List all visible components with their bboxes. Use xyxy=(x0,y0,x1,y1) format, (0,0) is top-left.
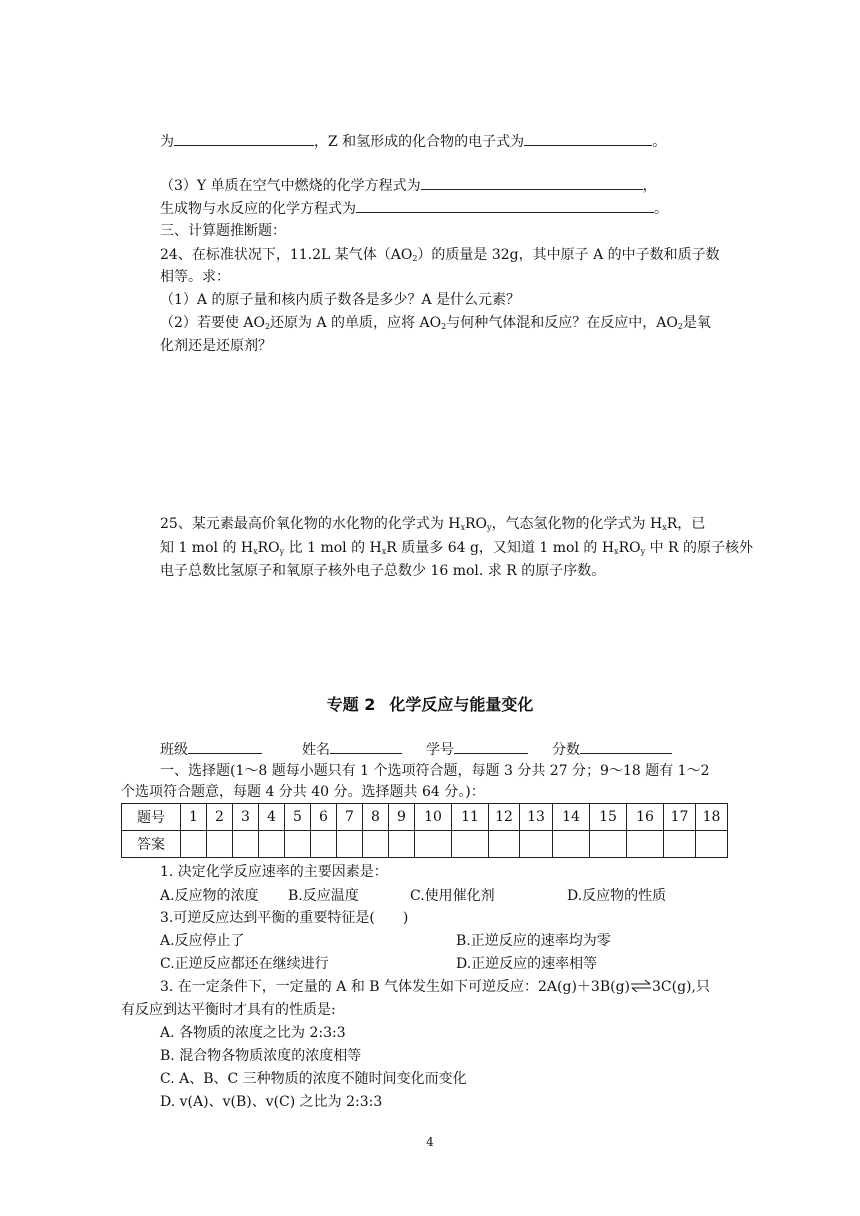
text-segment: （3）Y 单质在空气中燃烧的化学方程式为 xyxy=(160,178,421,194)
q2-stem: 3.可逆反应达到平衡的重要特征是( ) xyxy=(160,910,409,926)
table-row-numbers xyxy=(122,804,728,831)
text-segment: RO xyxy=(618,540,641,556)
answer-cell[interactable] xyxy=(181,831,207,858)
subscript: x xyxy=(614,547,619,556)
fill-line-2 xyxy=(160,175,657,196)
student-info-line xyxy=(160,739,672,760)
text-segment: 。 xyxy=(652,134,667,150)
q-number-cell: 6 xyxy=(311,804,337,831)
answer-cell[interactable] xyxy=(389,831,415,858)
answer-blank[interactable] xyxy=(356,198,654,213)
score-field[interactable] xyxy=(580,739,672,754)
fill-line-1 xyxy=(160,131,666,152)
q24-line-2: 相等。求： xyxy=(160,269,230,285)
text-segment: 为 xyxy=(160,134,174,150)
answer-blank[interactable] xyxy=(174,131,314,146)
answer-blank[interactable] xyxy=(421,175,643,190)
row-label-answer: 答案 xyxy=(122,831,181,858)
q-number-cell: 1 xyxy=(181,804,207,831)
subscript: y xyxy=(640,547,646,556)
fill-line-3 xyxy=(160,198,668,219)
q-number-cell: 5 xyxy=(285,804,311,831)
answer-cell[interactable] xyxy=(520,831,553,858)
q-number-cell: 17 xyxy=(664,804,696,831)
answer-cell[interactable] xyxy=(696,831,728,858)
equilibrium-arrow-icon xyxy=(630,979,652,993)
answer-cell[interactable] xyxy=(590,831,627,858)
topic-title xyxy=(0,692,860,715)
q-number-cell: 12 xyxy=(489,804,520,831)
mc-instructions-line-1: 一、选择题(1～8 题每小题只有 1 个选项符合题，每题 3 分共 27 分；9～18 题有 1～2 xyxy=(160,763,710,779)
q-number-cell: 7 xyxy=(337,804,363,831)
answer-cell[interactable] xyxy=(553,831,590,858)
text-segment: 3. 在一定条件下，一定量的 A 和 B 气体发生如下可逆反应：2A(g)＋3B(g) xyxy=(160,979,630,995)
subscript: x xyxy=(460,523,465,532)
subscript: x xyxy=(381,547,387,556)
q3-option-b: B. 混合物各物质浓度的浓度相等 xyxy=(160,1048,362,1064)
q1-option-a: A.反应物的浓度 xyxy=(160,888,259,904)
answer-cell[interactable] xyxy=(259,831,285,858)
q1-option-c: C.使用催化剂 xyxy=(410,888,495,904)
subscript: 2 xyxy=(441,322,447,331)
q3-option-c: C. A、B、C 三种物质的浓度不随时间变化而变化 xyxy=(160,1071,467,1087)
id-label: 学号 xyxy=(426,742,454,758)
q-number-cell: 10 xyxy=(415,804,452,831)
text-segment: 24、在标准状况下，11.2L 某气体（AO xyxy=(160,247,413,263)
text-segment: 25、某元素最高价氧化物的水化物的化学式为 H xyxy=(160,516,461,532)
q2-option-c: C.正逆反应都还在继续进行 xyxy=(160,956,329,972)
text-segment: ，Z 和氢形成的化合物的电子式为 xyxy=(314,134,525,150)
answer-cell[interactable] xyxy=(285,831,311,858)
class-label: 班级 xyxy=(160,742,188,758)
text-segment: 。 xyxy=(654,201,668,217)
q3-option-d: D. v(A)、v(B)、v(C) 之比为 2:3:3 xyxy=(160,1094,383,1110)
section-heading-calc: 三、计算题推断题： xyxy=(160,223,286,239)
q1-option-b: B.反应温度 xyxy=(288,888,359,904)
q2-option-b: B.正逆反应的速率均为零 xyxy=(456,933,611,949)
q3-option-a: A. 各物质的浓度之比为 2:3:3 xyxy=(160,1025,346,1041)
text-segment: R 质量多 64 g，又知道 1 mol 的 H xyxy=(386,540,615,556)
table-row-answers xyxy=(122,831,728,858)
q2-option-a: A.反应停止了 xyxy=(160,933,245,949)
subscript: x xyxy=(662,523,667,532)
q1-stem: 1. 决定化学反应速率的主要因素是： xyxy=(160,864,388,880)
answer-cell[interactable] xyxy=(337,831,363,858)
name-field[interactable] xyxy=(330,739,402,754)
answer-cell[interactable] xyxy=(311,831,337,858)
q24-sub-question-1: （1）A 的原子量和核内质子数各是多少？A 是什么元素？ xyxy=(160,292,521,308)
answer-table xyxy=(121,803,728,858)
text-segment: 生成物与水反应的化学方程式为 xyxy=(160,201,356,217)
text-segment: （2）若要使 AO xyxy=(160,315,265,331)
answer-cell[interactable] xyxy=(627,831,664,858)
subscript: 2 xyxy=(677,322,683,331)
answer-cell[interactable] xyxy=(415,831,452,858)
subscript: 2 xyxy=(264,322,271,331)
text-segment: 3C(g),只 xyxy=(652,979,710,995)
q25-line-2 xyxy=(160,538,754,558)
q24-sub-question-2-cont: 化剂还是还原剂？ xyxy=(160,338,272,354)
q25-line-1 xyxy=(160,514,706,534)
answer-cell[interactable] xyxy=(233,831,259,858)
name-label: 姓名 xyxy=(302,742,330,758)
text-segment: 还原为 A 的单质，应将 AO xyxy=(270,315,442,331)
answer-blank[interactable] xyxy=(524,131,652,146)
mc-instructions-line-2: 个选项符合题意，每题 4 分共 40 分。选择题共 64 分。)： xyxy=(121,784,485,800)
q-number-cell: 11 xyxy=(452,804,489,831)
subscript: y xyxy=(279,547,285,556)
q-number-cell: 16 xyxy=(627,804,664,831)
q-number-cell: 18 xyxy=(696,804,728,831)
text-segment: 中 R 的原子核外 xyxy=(645,540,754,556)
q24-line-1 xyxy=(160,245,720,265)
answer-cell[interactable] xyxy=(664,831,696,858)
q25-line-3: 电子总数比氢原子和氧原子核外电子总数少 16 mol. 求 R 的原子序数。 xyxy=(160,563,606,579)
subscript: x xyxy=(253,547,258,556)
answer-cell[interactable] xyxy=(207,831,233,858)
title-text: 化学反应与能量变化 xyxy=(389,695,534,714)
text-segment: RO xyxy=(257,540,280,556)
title-number: 专题 2 xyxy=(326,695,376,714)
subscript: 2 xyxy=(412,254,418,263)
class-field[interactable] xyxy=(188,739,262,754)
id-field[interactable] xyxy=(454,739,528,754)
q-number-cell: 15 xyxy=(590,804,627,831)
text-segment: 比 1 mol 的 H xyxy=(284,540,382,556)
text-segment: RO xyxy=(465,516,488,532)
answer-cell[interactable] xyxy=(452,831,489,858)
subscript: y xyxy=(487,523,492,532)
q-number-cell: 2 xyxy=(207,804,233,831)
text-segment: R，已 xyxy=(666,516,706,532)
q-number-cell: 9 xyxy=(389,804,415,831)
answer-cell[interactable] xyxy=(363,831,389,858)
text-segment: ， xyxy=(642,178,657,194)
answer-cell[interactable] xyxy=(489,831,520,858)
text-segment: 知 1 mol 的 H xyxy=(160,540,254,556)
q-number-cell: 3 xyxy=(233,804,259,831)
q3-stem-line-2: 有反应到达平衡时才具有的性质是: xyxy=(121,1002,336,1018)
q24-sub-question-2 xyxy=(160,313,711,333)
q-number-cell: 13 xyxy=(520,804,553,831)
text-segment: ，气态氢化物的化学式为 H xyxy=(491,516,663,532)
q3-stem xyxy=(160,977,710,997)
q-number-cell: 8 xyxy=(363,804,389,831)
q-number-cell: 14 xyxy=(553,804,590,831)
row-label-number: 题号 xyxy=(122,804,181,831)
text-segment: ）的质量是 32g，其中原子 A 的中子数和质子数 xyxy=(417,247,720,263)
text-segment: 是氧 xyxy=(682,315,711,331)
score-label: 分数 xyxy=(552,742,580,758)
q-number-cell: 4 xyxy=(259,804,285,831)
page-number: 4 xyxy=(426,1135,434,1149)
text-segment: 与何种气体混和反应？在反应中，AO xyxy=(446,315,678,331)
q2-option-d: D.正逆反应的速率相等 xyxy=(456,956,598,972)
q1-option-d: D.反应物的性质 xyxy=(567,888,667,904)
